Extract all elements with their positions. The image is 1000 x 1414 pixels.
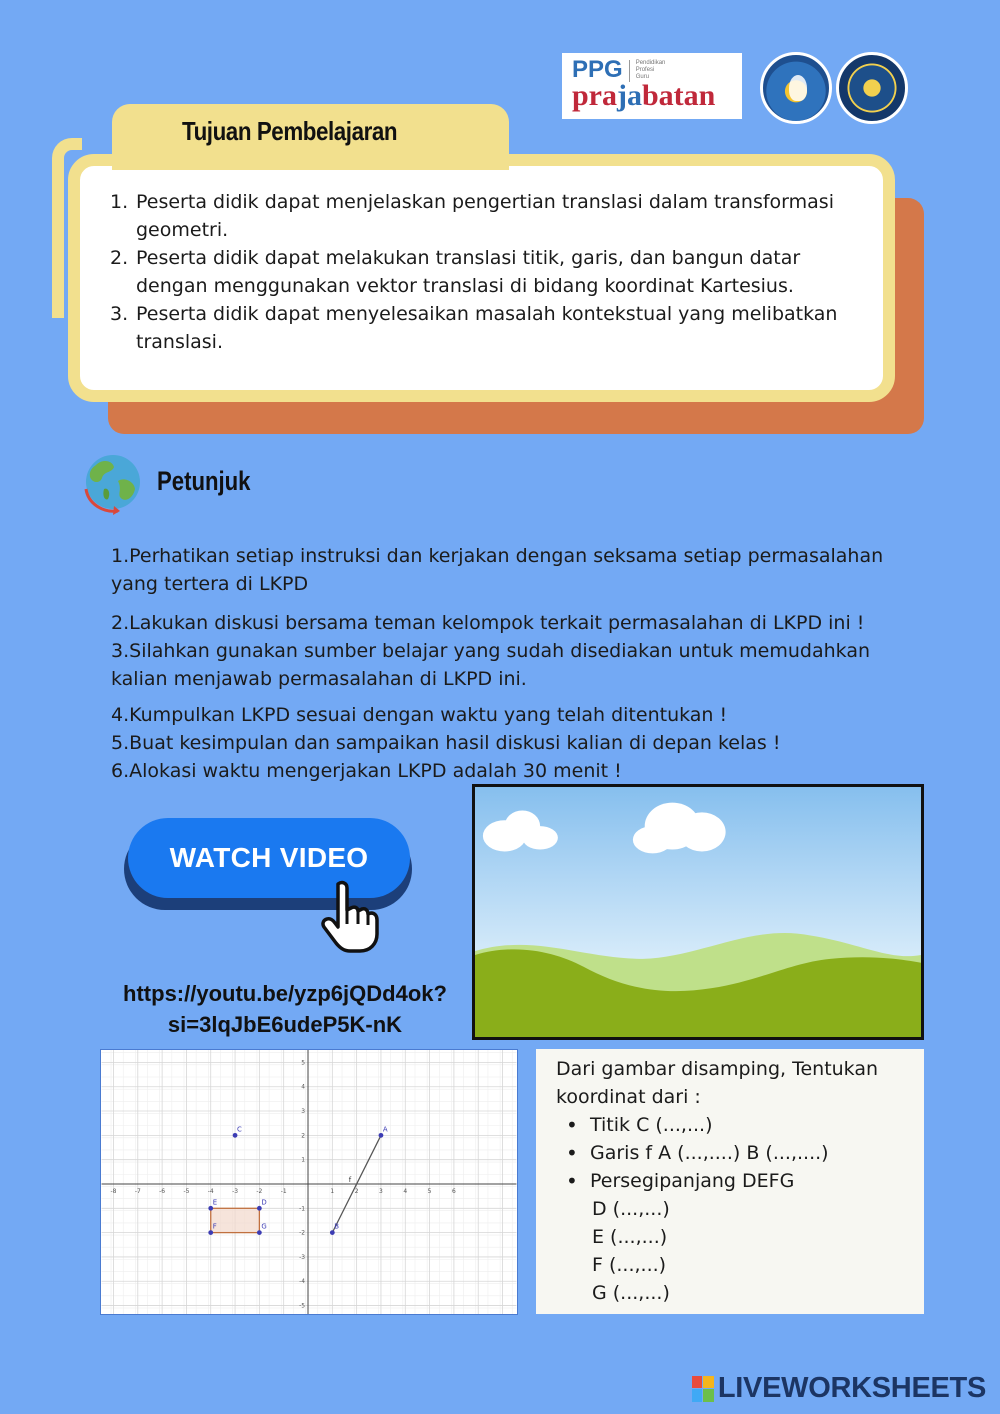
tujuan-list [110,188,853,356]
y-tick-label: 5 [301,1059,306,1067]
x-tick-label: -2 [256,1187,263,1195]
tujuan-item-number: 3. [110,303,129,325]
instruction-item: 3.Silahkan gunakan sumber belajar yang sudah disediakan untuk memudahkan kalian menjawab permasalahan di LKPD ini. [111,640,871,690]
ppg-prajabatan-logo [562,53,742,119]
point-g [257,1230,262,1235]
tujuan-item-number: 2. [110,247,129,269]
y-tick-label: 2 [301,1132,306,1140]
point-label: A [382,1125,388,1134]
point-e [208,1206,213,1211]
question-bullets [556,1111,904,1195]
question-intro: Dari gambar disamping, Tentukan koordinat dari : [556,1058,879,1108]
x-tick-label: 6 [452,1187,456,1195]
tujuan-title: Tujuan Pembelajaran [182,116,398,146]
point-label: G [261,1222,267,1231]
point-label: E [212,1198,218,1207]
x-tick-label: 3 [379,1187,383,1195]
coordinate-graph [100,1049,518,1315]
y-tick-label: 3 [301,1108,306,1116]
point-label: D [261,1198,267,1207]
rectangle-defg [211,1208,260,1232]
instruction-item: 4.Kumpulkan LKPD sesuai dengan waktu yang telah ditentukan ! [111,704,728,726]
y-tick-label: -3 [299,1253,306,1261]
point-d [257,1206,262,1211]
tujuan-item [110,188,853,244]
ppg-sub-line: Profesi [635,67,655,73]
point-c [233,1133,238,1138]
prajabatan-wordmark [572,81,732,111]
y-tick-label: -5 [299,1302,306,1310]
x-tick-label: -1 [280,1187,287,1195]
question-bullet: • Titik C (...,...) [556,1111,904,1139]
university-seal [836,52,908,124]
y-tick-label: -1 [299,1205,306,1213]
prajab-ja: ja [617,79,642,112]
x-tick-label: -8 [110,1187,117,1195]
y-tick-label: -2 [299,1229,306,1237]
point-label: C [237,1125,242,1134]
tujuan-item-text: Peserta didik dapat menjelaskan pengertian translasi dalam transformasi geometri. [136,191,834,241]
youtube-link[interactable]: https://youtu.be/yzp6jQDd4ok?si=3lqJbE6udeP5K-nK [123,981,447,1037]
liveworksheets-logo-icon [692,1376,714,1402]
tujuan-item-number: 1. [110,191,129,213]
x-tick-label: 1 [330,1187,335,1195]
question-box [536,1049,924,1314]
segment-f-label: f [348,1176,352,1184]
liveworksheets-brand [692,1372,986,1405]
tut-wuri-handayani-seal [760,52,832,124]
tujuan-item-text: Peserta didik dapat melakukan translasi titik, garis, dan bangun datar dengan menggunakan vektor translasi di bidang koordinat Kartesius. [136,247,801,297]
tujuan-item [110,244,853,300]
prajab-pre: pra [572,79,617,112]
x-tick-label: -7 [134,1187,141,1195]
y-tick-label: 4 [301,1083,306,1091]
x-tick-label: -4 [207,1187,214,1195]
x-tick-label: -6 [159,1187,166,1195]
ppg-sub-line: Guru [635,74,650,80]
point-b [330,1230,335,1235]
x-tick-label: 4 [403,1187,408,1195]
question-bullet: • Garis f A (...,....) B (...,....) [556,1139,904,1167]
y-tick-label: -4 [299,1278,306,1286]
point-f [208,1230,213,1235]
watch-video-button[interactable]: WATCH VIDEO [128,818,410,898]
y-tick-label: 1 [301,1156,306,1164]
ppg-letters: PPG [572,56,623,83]
question-bullet: • Persegipanjang DEFG [556,1167,904,1195]
x-tick-label: 5 [427,1187,432,1195]
pointing-hand-icon [318,880,380,954]
tujuan-item-text: Peserta didik dapat menyelesaikan masalah kontekstual yang melibatkan translasi. [136,303,838,353]
tujuan-card [68,154,895,402]
landscape-video-thumbnail[interactable] [472,784,924,1040]
liveworksheets-text: LIVEWORKSHEETS [717,1372,986,1404]
ppg-sub-line: Pendidikan [635,60,666,66]
instruction-item: 2.Lakukan diskusi bersama teman kelompok terkait permasalahan di LKPD ini ! [111,612,865,634]
point-label: B [334,1222,340,1231]
x-tick-label: -3 [232,1187,239,1195]
tujuan-item [110,300,853,356]
x-tick-label: 2 [354,1187,359,1195]
instruction-item: 5.Buat kesimpulan dan sampaikan hasil diskusi kalian di depan kelas ! [111,732,781,754]
prajab-post: batan [642,79,716,112]
tujuan-title-tab [112,104,509,170]
petunjuk-title: Petunjuk [157,466,251,496]
ppg-subtitle [636,60,666,81]
instruction-item: 1.Perhatikan setiap instruksi dan kerjakan dengan seksama setiap permasalahan yang tertera di LKPD [111,545,884,595]
point-a [379,1133,384,1138]
instruction-item: 6.Alokasi waktu mengerjakan LKPD adalah 30 menit ! [111,760,622,782]
rect-point-e: E (...,...) [592,1226,668,1248]
point-label: F [212,1222,217,1231]
rect-point-g: G (...,...) [592,1282,670,1304]
globe-icon [78,451,144,517]
rect-point-f: F (...,...) [592,1254,667,1276]
x-tick-label: -5 [183,1187,190,1195]
rect-point-d: D (...,...) [592,1198,670,1220]
